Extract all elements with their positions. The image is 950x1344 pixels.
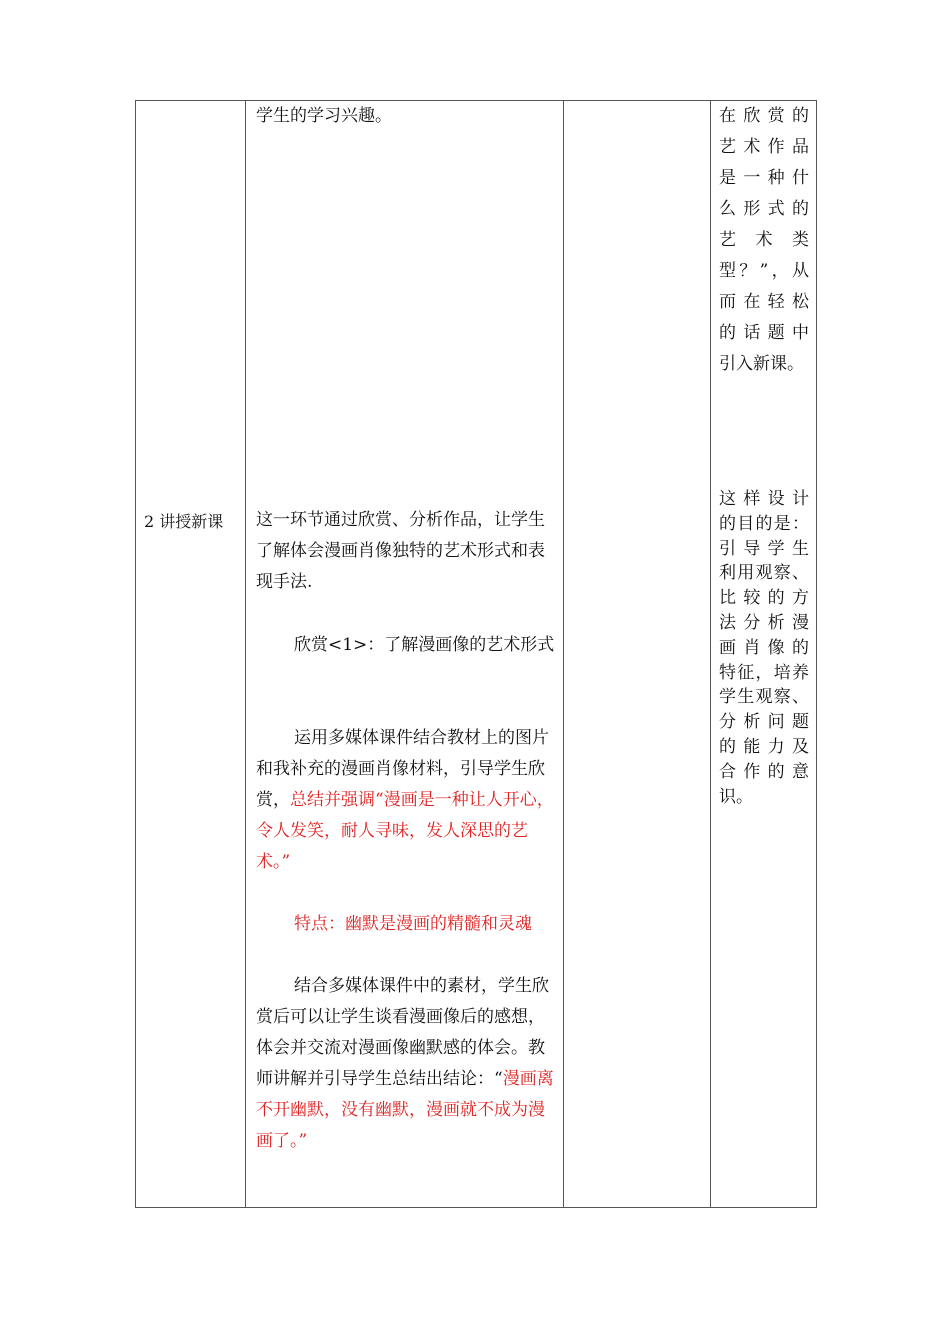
note1-line: 型？”，从 [719,261,809,281]
lesson-table [135,100,817,1208]
multimedia-text: 运用多媒体课件结合教材上的图片和我补充的漫画肖像材料，引导学生欣赏， [256,728,549,810]
note1-line: 么形式的 [719,199,809,219]
note2-line: 画肖像的 [719,637,809,658]
activity-column [564,101,711,1207]
note2-line: 特征，培养 [719,662,809,683]
note2-line: 的目的是： [719,513,809,534]
note2-line: 比较的方 [719,588,809,609]
paragraph-interest: 学生的学习兴趣。 [256,106,392,126]
note1-line: 艺 术 类 [719,230,809,250]
stage-label: 2 讲授新课 [144,512,224,531]
note2-line: 识。 [719,786,753,807]
note2-line: 学生观察、 [719,687,809,708]
note2-line: 合作的意 [719,761,809,782]
note1-line: 的话题中 [719,323,809,343]
design-note-2 [719,487,809,809]
note2-line: 分析问题 [719,712,809,733]
design-note-1 [719,101,809,380]
paragraph-intro: 这一环节通过欣赏、分析作品，让学生了解体会漫画肖像独特的艺术形式和表现手法. [256,510,545,592]
conclusion-text: 结合多媒体课件中的素材，学生欣赏后可以让学生谈看漫画像后的感想，体会并交流对漫画像幽默感的体会。教师讲解并引导学生总结出结论：“ [256,976,549,1089]
content-column [246,101,564,1207]
paragraph-feature: 特点：幽默是漫画的精髓和灵魂 [294,914,532,934]
paragraph-multimedia [256,723,556,878]
stage-column [136,101,246,1207]
note1-line: 艺术作品 [719,137,809,157]
conclusion-emphasis: 漫画离不开幽默，没有幽默，漫画就不成为漫画了。” [256,1069,554,1151]
note1-line: 在欣赏的 [719,106,809,126]
note2-line: 法分析漫 [719,612,809,633]
paragraph-conclusion [256,971,556,1157]
note2-line: 利用观察、 [719,563,809,584]
note2-line: 引导学生 [719,538,809,559]
note2-line: 的能力及 [719,736,809,757]
paragraph-appreciation-1: 欣赏<1>：了解漫画像的艺术形式 [294,635,555,655]
notes-column [711,101,816,1207]
note1-line: 是一种什 [719,168,809,188]
note1-line: 引入新课。 [719,354,804,374]
note1-line: 而在轻松 [719,292,809,312]
note2-line: 这样设计 [719,489,809,509]
multimedia-emphasis: 总结并强调“漫画是一种让人开心，令人发笑，耐人寻味，发人深思的艺术。” [256,790,554,872]
